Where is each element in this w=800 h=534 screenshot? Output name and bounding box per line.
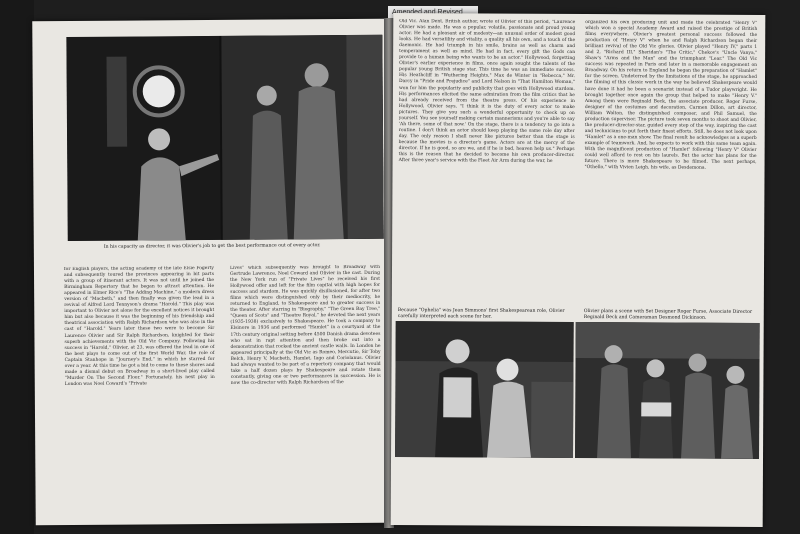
director-photo-caption: In his capacity as director, it was Olivier's job to get the best performance out of every actor. <box>103 243 321 250</box>
right-column-2: organized his own producing unit and made the celebrated "Henry V" which won a special Academy Award and raised the prestige of British films everywhere. Olivier's greatest personal success followed the production of "Henry V" when he and Ralph Richardson began their brilliant revival of the Old Vic glories. Olivier played "Henry IV," parts 1 and 2, "Richard III," Sheridan's "The Critic," Chekov's "Uncle Vanya," Shaw's "Arms and the Man" and the triumphant "Lear." The Old Vic success was repeated in Paris and later in a memorable engagement on Broadway. On his return to England he began the preparation of "Hamlet" for the screen. Undeterred by the limitations of the stage, he approached the filming of this classic work in the way he believed Shakespeare would have done it had he been a scenarist instead of a Tudor playwright. He brought together once again the group that helped to make "Henry V." Among them were Reginald Beck, the associate producer, Roger Furse, designer of the costumes and decoration, Carmen Dillon, art director, William Walton, the distinguished composer, and Phil Samuel, the production supervisor. The picture took seven months to shoot and Olivier, the producer-director-star, guided every step of the way, inspiring the cast and technicians to put forth their finest efforts. Still, he does not look upon "Hamlet" as a one-man show. The final result he acknowledges as a superb example of teamwork. And, he expects to work with this same team again. With the magnificent production of "Hamlet" following "Henry V" Olivier could well afford to rest on his laurels. But the actor has plans for the future. There is more Shakespeare to be filmed. The next perhaps, "Othello," with Vivien Leigh, his wife, as Desdemona. <box>584 20 758 171</box>
left-page <box>32 19 388 525</box>
ophelia-photo-caption: Because "Ophelia" was Jean Simmons' first Shakespearean role, Olivier carefully interpreted each scene for her. <box>397 308 565 320</box>
director-photo <box>66 35 383 241</box>
background-left-edge <box>0 0 34 534</box>
planning-photo <box>575 322 760 459</box>
planning-photo-image <box>575 322 760 459</box>
planning-photo-caption: Olivier plans a scene with Set Designer Roger Furse, Associate Director Reginald Beck and Cameraman Desmond Dickinson. <box>583 309 753 321</box>
ophelia-photo-image <box>395 321 574 458</box>
director-photo-image <box>66 35 383 241</box>
right-page <box>391 13 766 527</box>
ophelia-photo <box>395 321 574 458</box>
left-column-2: Lives" which subsequently was brought to Broadway with Gertrude Lawrence, Noel Coward and Olivier in the cast. During the New York run of "Private Lives" he received his first Hollywood offer and left for the film capital with high hopes for success and stardom. He was quickly disillusioned, for after two films which were distinguished only by their mediocrity, he returned to England, to Shakespeare and to greater success in the theater. After starring in "Biography," "The Green Bay Tree," "Queen of Scots" and "Theatre Royal," he devoted the next years (1935-1938) exclusively to Shakespeare. He took a company to Elsinore in 1936 and performed "Hamlet" in a courtyard at the 17th century original setting before 4500 Danish drama devotees who sat in rapt attention and then broke out into a demonstration that rocked the ancient castle walls. In London he appeared principally at the Old Vic as Romeo, Mercutio, Sir Toby Belch, Henry V, Macbeth, Hamlet, Iago and Coriolanus. Olivier had always wanted to be part of a repertory company that would take a half dozen plays by Shakespeare and rotate them constantly, giving one or two performances in succession. He is now the co-director with Ralph Richardson of the <box>229 264 381 386</box>
left-column-1: for English players, the acting academy of the late Elsie Fogerty and subsequently toured the provinces appearing in bit parts with a group of itinerant actors. It was not until he joined the Birmingham Repertory that he began to attract attention. He appeared in Elmer Rice's "The Adding Machine," a modern dress version of "Macbeth," and then finally was given the lead in a revival of Alfred Lord Tennyson's drama "Harold." This play was important to Olivier not alone for the excellent notices it brought him but also because it was the beginning of his friendship and theatrical association with Ralph Richardson who was also in the cast of "Harold." Years later these two were to become Sir Laurence Olivier and Sir Ralph Richardson, knighted for their superb achievements with the Old Vic Company. Following his success in "Harold," Olivier, at 23, was offered the lead in one of the best plays to come out of the first World War, the role of Captain Stanhope in "Journey's End," in which he starred for over a year. At this time he got a bid to come to these shores and made a dismal debut on Broadway in a short-lived play called "Murder On The Second Floor." Fortunately, his next play in London was Noel Coward's "Private <box>63 265 215 387</box>
right-column-1: Old Vic. Alan Dent, British author, wrote of Olivier of this period, "Laurence Olivier was made. He was a popular, volatile, passionate and proud young actor. He had a pleasant air of modesty—an unusual order of modest good looks. He had versatility and vitality, a quality all his own, and a touch of the daemonic. He had triumph in his smile, brains as well as charm and temperament as well as mind. He had in fact, every gift the Gods can provide to a human being who wants to be an actor." Hollywood, forgetting Olivier's earlier experience in films, once again sought the talents of the popular young British stage star. This time he was an immediate success. His Heathcliff in "Wuthering Heights," Max de Winter in "Rebecca," Mr. Darcy in "Pride and Prejudice" and Lord Nelson in "That Hamilton Woman," won for him the popularity and publicity that goes with Hollywood stardom. His performances elicited the same admiration from the film critics that he had already received from the theatre press. Of his experience in Hollywood, Olivier says, "I think it is the duty of every actor to make pictures. They give you such a wonderful opportunity to check up on yourself. You see yourself making certain mannerisms and you're able to say 'Ah there, some of that now.' On the stage, there is a tendency to go into a routine. I don't think an actor should keep playing the same role day after day. The only reason I shall never like pictures better than the stage is because the movies is a director's game. Actors are at the mercy of the director. If he is good, so are we, and if he is bad, heaven help us." Perhaps this is the reason that he decided to become his own producer-director. After three year's service with the Fleet Air Arm during the war, he <box>398 19 576 164</box>
